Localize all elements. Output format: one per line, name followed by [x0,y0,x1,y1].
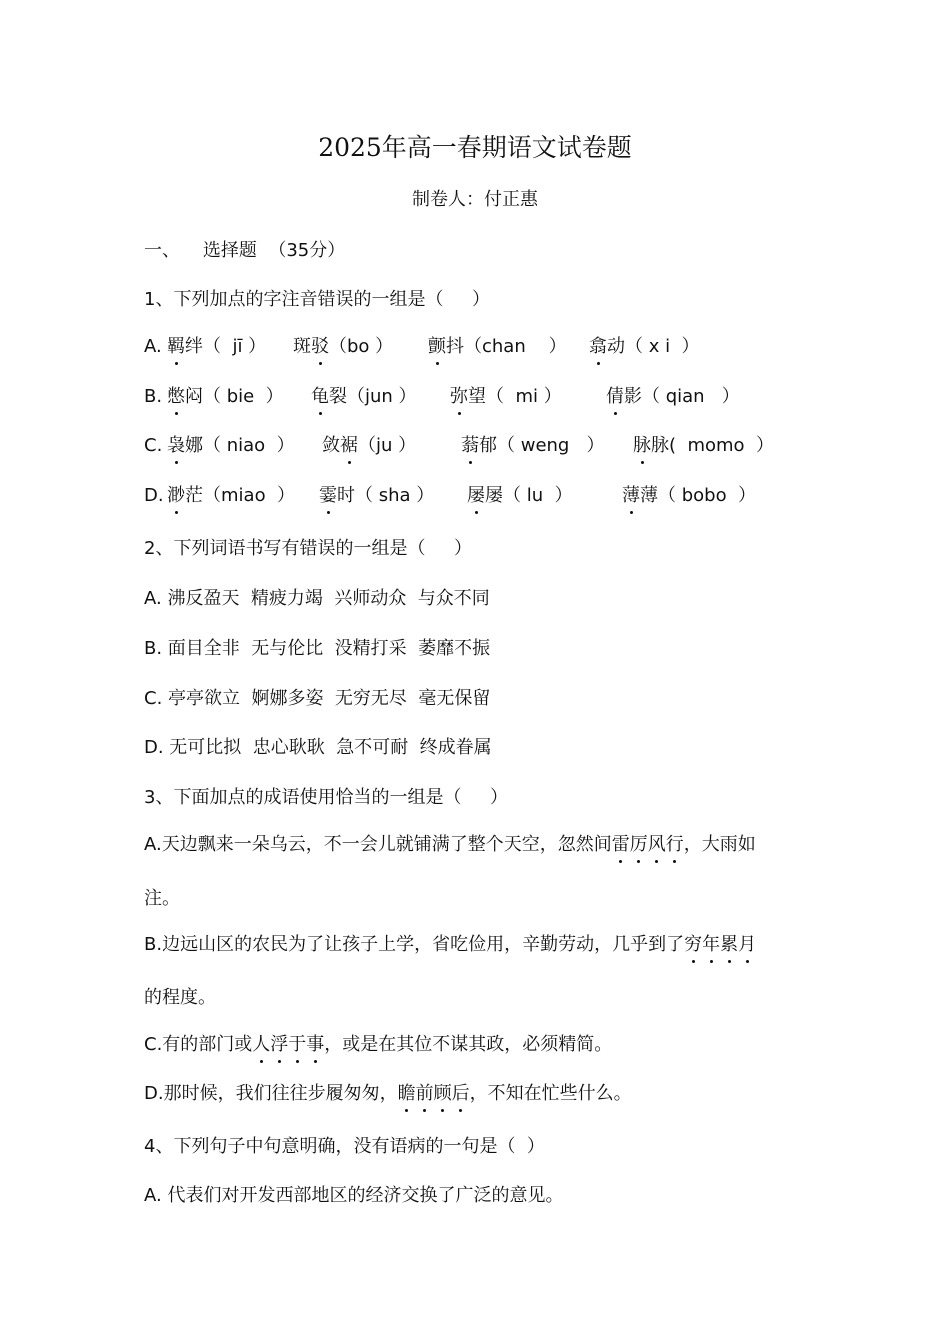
dotted-char: 累 [720,932,738,958]
q3-option-b-cont: 的程度。 [144,987,216,1008]
dotted-idiom [684,934,756,955]
dotted-char: 年 [702,932,720,958]
author-line: 制卷人：付正惠 [412,189,538,210]
q3-option-a-cont: 注。 [144,888,180,909]
option-label: C. [144,435,163,456]
dotted-char: 瞻 [398,1081,416,1107]
word: 龟裂（jun ） [311,384,417,410]
dotted-char: 顾 [434,1081,452,1107]
option-label: B. [144,386,163,407]
word: 敛裾（ju ） [322,433,416,459]
dotted-char: 风 [648,832,666,858]
q3-option-c: C.有的部门或人浮于事，或是在其位不谋其政，必须精简。 [144,1032,612,1058]
word: 霎时（ sha ） [319,483,434,509]
word: 屡屡（ lu ） [467,483,573,509]
exam-title: 2025年高一春期语文试卷题 [318,133,632,162]
word: 薄薄（ bobo ） [622,483,756,509]
q2-option-b: B. 面目全非 无与伦比 没精打采 萎靡不振 [144,638,491,659]
dotted-char: 人 [252,1032,270,1058]
q4-option-a: A. 代表们对开发西部地区的经济交换了广泛的意见。 [144,1185,564,1206]
dotted-char: 浮 [270,1032,288,1058]
dotted-char: 雷 [612,832,630,858]
word: 翕动（ x i ） [589,334,700,360]
dotted-idiom [252,1034,324,1055]
word: 弥望（ mi ） [450,384,562,410]
option-label: A. [144,336,162,357]
question-2-stem: 2、下列词语书写有错误的一组是（ ） [144,538,473,559]
dotted-char: 穷 [684,932,702,958]
question-4-stem: 4、下列句子中句意明确，没有语病的一句是（ ） [144,1136,545,1157]
q3-option-d: D.那时候，我们往往步履匆匆，瞻前顾后，不知在忙些什么。 [144,1081,632,1107]
dotted-char: 事 [306,1032,324,1058]
q3-option-b: B.边远山区的农民为了让孩子上学，省吃俭用，辛勤劳动，几乎到了穷年累月 [144,932,756,958]
word: 颤抖（chan ） [428,334,567,360]
dotted-char: 月 [738,932,756,958]
dotted-idiom [612,834,684,855]
q2-option-a: A. 沸反盈天 精疲力竭 兴师动众 与众不同 [144,588,490,609]
section-heading: 一、 选择题 （35分） [144,240,346,261]
word: 脉脉( momo ） [633,433,774,459]
question-1-stem: 1、下列加点的字注音错误的一组是（ ） [144,289,491,310]
dotted-char: 后 [452,1081,470,1107]
dotted-char: 于 [288,1032,306,1058]
word: 斑驳（bo ） [293,334,393,360]
word: 倩影（ qian ） [606,384,740,410]
option-label: D. [144,485,164,506]
dotted-char: 前 [416,1081,434,1107]
q2-option-c: C. 亭亭欲立 婀娜多姿 无穷无尽 毫无保留 [144,688,491,709]
word: 渺茫（miao ） [167,483,295,509]
q2-option-d: D. 无可比拟 忠心耿耿 急不可耐 终成眷属 [144,737,492,758]
word: 袅娜（ niao ） [167,433,295,459]
word: 羁绊（ jī ） [167,334,266,360]
question-3-stem: 3、下面加点的成语使用恰当的一组是（ ） [144,787,509,808]
word: 憋闷（ bie ） [167,384,284,410]
q3-option-a: A.天边飘来一朵乌云，不一会儿就铺满了整个天空，忽然间雷厉风行，大雨如 [144,832,756,858]
dotted-char: 厉 [630,832,648,858]
dotted-idiom [398,1083,470,1104]
word: 蓊郁（ weng ） [461,433,605,459]
dotted-char: 行 [666,832,684,858]
